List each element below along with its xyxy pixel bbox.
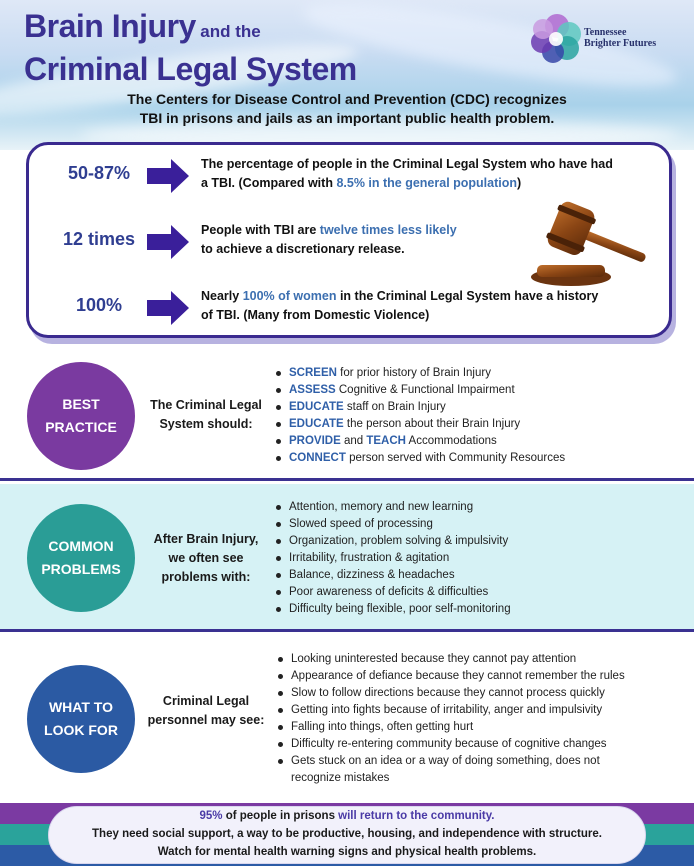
list-item bbox=[274, 450, 565, 467]
list-item: Poor awareness of deficits & difficulties bbox=[274, 584, 511, 601]
right-arrow-icon bbox=[147, 159, 189, 193]
lead-line1: The Criminal Legal bbox=[150, 398, 262, 412]
stat-description bbox=[201, 287, 661, 325]
list-item bbox=[274, 399, 565, 416]
list-item: Difficulty re-entering community because of cognitive changes bbox=[276, 736, 625, 753]
best-practice-lead bbox=[140, 396, 272, 434]
stat-row bbox=[29, 285, 669, 335]
title-line2: Criminal Legal System bbox=[24, 51, 357, 87]
list-item: Falling into things, often getting hurt bbox=[276, 719, 625, 736]
item-text: Gets stuck on an idea or a way of doing something, does not bbox=[291, 755, 600, 767]
list-item: Slow to follow directions because they cannot process quickly bbox=[276, 685, 625, 702]
stat-desc-text: ) bbox=[517, 176, 522, 190]
intro-statement bbox=[0, 90, 694, 128]
footer-text: of people in prisons bbox=[222, 810, 339, 822]
intro-line2: TBI in prisons and jails as an important public health problem. bbox=[139, 110, 555, 126]
action-keyword: PROVIDE bbox=[289, 435, 341, 447]
common-problems-section bbox=[0, 484, 694, 632]
best-practice-list bbox=[274, 365, 565, 467]
list-item: Looking uninterested because they cannot pay attention bbox=[276, 651, 625, 668]
right-arrow-icon bbox=[147, 225, 189, 259]
lead-line2: personnel may see: bbox=[147, 713, 265, 727]
what-to-look-for-list bbox=[276, 651, 625, 787]
footer-percent: 95% bbox=[199, 810, 223, 822]
footer-line2: They need social support, a way to be productive, housing, and independence with structure. bbox=[92, 828, 602, 840]
statistics-panel bbox=[26, 142, 672, 338]
lead-line1: Criminal Legal bbox=[162, 694, 250, 708]
badge-line2: PROBLEMS bbox=[41, 561, 121, 577]
item-text: for prior history of Brain Injury bbox=[336, 367, 491, 379]
stat-value: 12 times bbox=[62, 229, 136, 249]
logo-text bbox=[584, 27, 656, 49]
common-problems-list bbox=[274, 499, 511, 618]
best-practice-badge bbox=[27, 362, 135, 470]
action-keyword: EDUCATE bbox=[289, 401, 344, 413]
item-text: staff on Brain Injury bbox=[343, 401, 446, 413]
stat-highlight: 100% of women bbox=[242, 289, 337, 303]
badge-line2: LOOK FOR bbox=[44, 722, 118, 738]
action-keyword: SCREEN bbox=[289, 367, 337, 379]
common-problems-badge bbox=[27, 504, 135, 612]
stat-highlight: 8.5% in the general population bbox=[336, 176, 518, 190]
title-main: Brain Injury bbox=[24, 8, 196, 44]
stat-desc-text: Nearly bbox=[201, 289, 243, 303]
page-title bbox=[24, 8, 357, 87]
list-item bbox=[276, 753, 625, 787]
tennessee-brighter-futures-logo-icon bbox=[527, 12, 587, 64]
item-text-continued: recognize mistakes bbox=[291, 772, 390, 784]
badge-line1: COMMON bbox=[48, 538, 114, 554]
stat-desc-line2: of TBI. (Many from Domestic Violence) bbox=[201, 308, 430, 322]
stat-value: 50-87% bbox=[67, 163, 131, 183]
title-connector: and the bbox=[200, 22, 261, 41]
item-text: Cognitive & Functional Impairment bbox=[335, 384, 515, 396]
list-item: Getting into fights because of irritability, anger and impulsivity bbox=[276, 702, 625, 719]
action-keyword: TEACH bbox=[366, 435, 406, 447]
right-arrow-icon bbox=[147, 291, 189, 325]
lead-line2: System should: bbox=[159, 417, 253, 431]
list-item bbox=[274, 433, 565, 450]
stat-desc-text: People with TBI are bbox=[201, 223, 320, 237]
badge-line1: BEST bbox=[62, 396, 100, 412]
lead-line2: we often see bbox=[168, 551, 244, 565]
gavel-icon bbox=[527, 197, 653, 289]
lead-line1: After Brain Injury, bbox=[153, 532, 259, 546]
item-text: and bbox=[340, 435, 367, 447]
what-to-look-for-lead bbox=[140, 692, 272, 730]
footer-line1 bbox=[48, 808, 646, 825]
stat-desc-text: in the Criminal Legal System have a history bbox=[336, 289, 599, 303]
list-item: Slowed speed of processing bbox=[274, 516, 511, 533]
list-item: Balance, dizziness & headaches bbox=[274, 567, 511, 584]
stat-desc-line1: The percentage of people in the Criminal Legal System who have had bbox=[201, 157, 613, 171]
stat-desc-text: a TBI. (Compared with bbox=[201, 176, 337, 190]
list-item: Organization, problem solving & impulsivity bbox=[274, 533, 511, 550]
header-banner bbox=[0, 0, 694, 150]
list-item: Appearance of defiance because they cannot remember the rules bbox=[276, 668, 625, 685]
item-text: the person about their Brain Injury bbox=[343, 418, 521, 430]
action-keyword: EDUCATE bbox=[289, 418, 344, 430]
stat-desc-line2: to achieve a discretionary release. bbox=[201, 242, 405, 256]
footer-highlight: will return to the community. bbox=[338, 810, 495, 822]
footer-banner bbox=[0, 803, 694, 866]
list-item bbox=[274, 365, 565, 382]
logo-line2: Brighter Futures bbox=[584, 38, 657, 49]
action-keyword: CONNECT bbox=[289, 452, 346, 464]
list-item: Difficulty being flexible, poor self-monitoring bbox=[274, 601, 511, 618]
common-problems-lead bbox=[140, 530, 272, 587]
logo-line1: Tennessee bbox=[584, 27, 627, 38]
stat-desc-line1 bbox=[201, 287, 661, 306]
what-to-look-for-badge bbox=[27, 665, 135, 773]
item-text: Accommodations bbox=[405, 435, 497, 447]
stat-value: 100% bbox=[75, 295, 123, 315]
lead-line3: problems with: bbox=[161, 570, 251, 584]
list-item bbox=[274, 416, 565, 433]
stat-highlight: twelve times less likely bbox=[319, 223, 457, 237]
best-practice-section bbox=[0, 355, 694, 481]
list-item: Irritability, frustration & agitation bbox=[274, 550, 511, 567]
list-item: Attention, memory and new learning bbox=[274, 499, 511, 516]
item-text: person served with Community Resources bbox=[345, 452, 566, 464]
what-to-look-for-section bbox=[0, 635, 694, 803]
badge-line1: WHAT TO bbox=[48, 699, 113, 715]
action-keyword: ASSESS bbox=[289, 384, 336, 396]
list-item bbox=[274, 382, 565, 399]
badge-line2: PRACTICE bbox=[45, 419, 117, 435]
stat-description bbox=[201, 155, 661, 193]
footer-line3: Watch for mental health warning signs and physical health problems. bbox=[157, 846, 537, 858]
stat-row bbox=[29, 153, 669, 203]
intro-line1: The Centers for Disease Control and Prevention (CDC) recognizes bbox=[127, 91, 567, 107]
stat-desc-line2 bbox=[201, 174, 661, 193]
